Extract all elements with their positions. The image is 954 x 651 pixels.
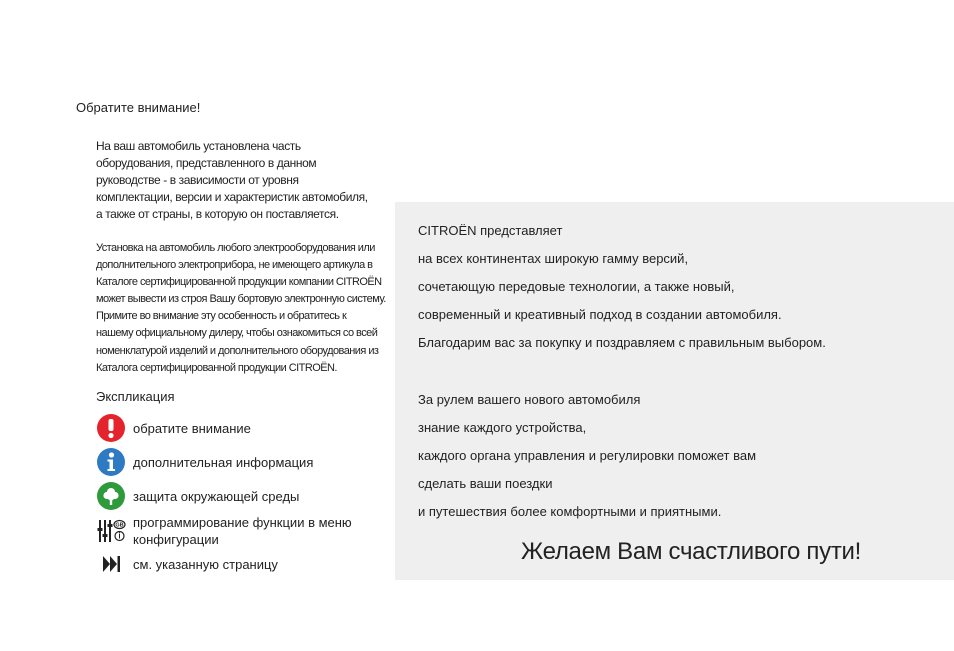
legend-label: защита окружающей среды: [133, 488, 300, 504]
panel-line: Благодарим вас за покупку и поздравляем с правильным выбором.: [418, 335, 826, 350]
legend-item-info: [96, 447, 313, 477]
notice-line: Каталога сертифицированной продукции CITROËN.: [96, 361, 337, 374]
legend-label: обратите внимание: [133, 420, 251, 436]
legend-item-attention: [96, 413, 251, 443]
panel-line: сделать ваши поездки: [418, 476, 553, 491]
panel-line: и путешествия более комфортными и приятными.: [418, 504, 722, 519]
legend-item-page-reference: [96, 549, 278, 579]
page-reference-icon: [96, 549, 126, 579]
notice-line: руководстве - в зависимости от уровня: [96, 173, 299, 187]
panel-line: CITROËN представляет: [418, 223, 563, 238]
notice-line: комплектации, версии и характеристик автомобиля,: [96, 190, 368, 204]
attention-title: Обратите внимание!: [76, 100, 201, 115]
notice-block: [96, 138, 386, 377]
legend-item-menu-config: [96, 514, 352, 548]
panel-line: современный и креативный подход в создании автомобиля.: [418, 307, 782, 322]
wish-heading: Желаем Вам счастливого пути!: [521, 538, 861, 565]
notice-line: оборудования, представленного в данном: [96, 156, 317, 170]
notice-line: номенклатурой изделий и дополнительного оборудования из: [96, 344, 379, 357]
notice-line: дополнительного электроприбора, не имеющего артикула в: [96, 259, 373, 272]
notice-line: Установка на автомобиль любого электрооборудования или: [96, 242, 375, 254]
legend-item-environment: [96, 481, 299, 511]
legend-label: дополнительная информация: [133, 454, 314, 470]
panel-line: на всех континентах широкую гамму версий,: [418, 251, 689, 266]
legend-label: см. указанную страницу: [133, 556, 278, 572]
menu-config-badge: GB: [115, 522, 124, 529]
notice-line: Каталоге сертифицированной продукции компании CITROËN: [96, 276, 382, 289]
legend-label: [133, 514, 352, 548]
legend-title: Экспликация: [96, 389, 175, 404]
panel-line: сочетающую передовые технологии, а также новый,: [418, 279, 735, 294]
legend-label-line: программирование функции в меню: [133, 515, 352, 530]
legend-label-line: конфигурации: [133, 532, 219, 547]
notice-paragraph-2: [96, 240, 386, 377]
panel-line: знание каждого устройства,: [418, 420, 587, 435]
notice-paragraph-1: [96, 138, 386, 223]
intro-panel: [395, 202, 954, 580]
notice-line: а также от страны, в которую он поставляется.: [96, 207, 339, 221]
menu-configuration-icon: [96, 516, 126, 546]
attention-icon: [96, 413, 126, 443]
notice-line: может вывести из строя Вашу бортовую электронную систему.: [96, 293, 386, 306]
notice-line: На ваш автомобиль установлена часть: [96, 139, 301, 153]
panel-line: каждого органа управления и регулировки поможет вам: [418, 448, 757, 463]
environment-tree-icon: [96, 481, 126, 511]
notice-line: Примите во внимание эту особенность и обратитесь к: [96, 310, 347, 323]
panel-line: За рулем вашего нового автомобиля: [418, 392, 641, 407]
info-icon: [96, 447, 126, 477]
notice-line: нашему официальному дилеру, чтобы ознакомиться со всей: [96, 327, 378, 340]
